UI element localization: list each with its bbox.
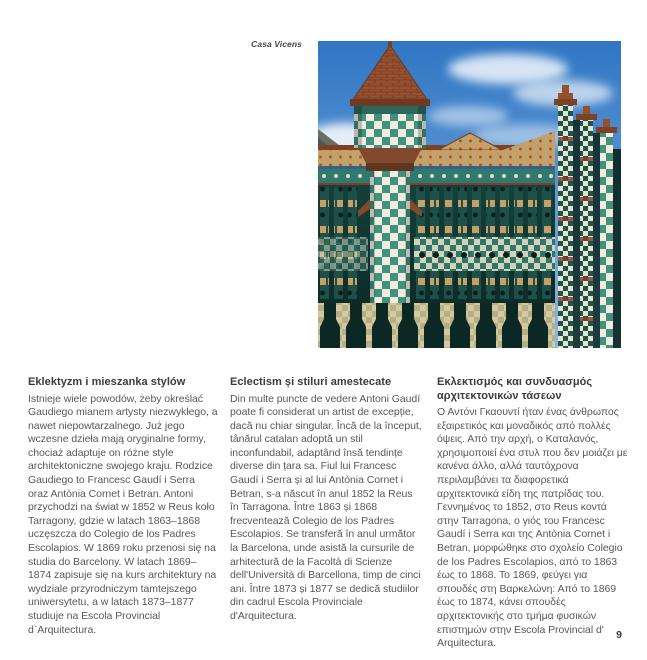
- column-heading-polish: Eklektyzm i mieszanka stylów: [28, 376, 186, 388]
- figure-caption: Casa Vicens: [251, 39, 302, 49]
- column-body-romanian: Din multe puncte de vedere Antoni Gaudí poate fi considerat un artist de excepție, dacă nu chiar singular. Încă de la început, tânărul catalan adoptă un stil inconfundabil, adaptând însă tendințe diverse din țara sa. Fiul lui Francesc Gaudí i Serra și al lui Antònia Cornet i Betran, s-a născut în anul 1852 la Reus în Tarragona. Între 1863 și 1868 frecventează Colegio de los Padres Escolapios. Se transferă în anul următor la Barcelona, unde asistă la cursurile de arhitectură de la Facoltà di Scienze dell'Università di Barcellona, timp de cinci ani. Între 1873 și 1877 se dedică studiilor din cadrul Escola Provinciale d'Arquitectura.: [230, 392, 422, 622]
- article-column-romanian: [230, 376, 424, 624]
- column-heading-romanian: Eclectism și stiluri amestecate: [230, 376, 392, 388]
- column-heading-greek: Εκλεκτισμός και συνδυασμός αρχιτεκτονικών τάσεων: [437, 376, 593, 402]
- article-column-polish: [28, 376, 218, 637]
- colonnade-base: [318, 303, 555, 348]
- casa-vicens-illustration: [318, 41, 621, 348]
- column-body-polish: Istnieje wiele powodów, żeby określać Gaudiego mianem artysty niezwykłego, a nawet niepowtarzalnego. Już jego wczesne dzieła mają oryginalne formy, chociaż adaptuje on różne style architektoniczne swojego kraju. Rodzice Gaudiego to Francesc Gaudí i Serra oraz Antònia Cornet i Betran. Antoni przychodzi na świat w 1852 w Reus koło Tarragony, gdzie w latach 1863–1868 uczęszcza do Colegio de los Padres Escolapios. W 1869 roku przenosi się na studia do Barcelony. W latach 1869–1874 zapisuje się na kurs architektury na wydziale przyrodniczym tamtejszego uniwersytetu, a w latach 1873–1877 studiuje na Escola Provincial d`Arquitectura.: [28, 392, 218, 636]
- article-column-greek: [437, 376, 629, 651]
- column-body-greek: Ο Αντόνι Γκαουντί ήταν ένας άνθρωπος εξαιρετικός και μοναδικός από πολλές όψεις. Από την αρχή, ο Καταλανός, χρησιμοποιεί ένα στυλ που δεν μοιάζει με κανένα άλλο, αλλά ταυτόχρονα περιλαμβάνει τα διαφορετικά αρχιτεκτονικά είδη της πατρίδας του. Γεννημένος το 1852, στο Reus κοντά στην Tarragona, ο γιός του Francesc Gaudí i Serra και της Antònia Cornet i Betran, μορφώθηκε στο σχολείο Colegio de los Padres Escolapios, από το 1863 έως το 1868. Το 1869, φεύγει για σπουδές στη Βαρκελώνη: Από το 1869 έως το 1874, κάνει σπουδές αρχιτεκτονικής στο τμήμα φυσικών επιστημών στην Escola Provincial d' Arquitectura.: [437, 406, 628, 650]
- page-number: 9: [616, 629, 622, 641]
- casa-vicens-photo: [318, 41, 621, 348]
